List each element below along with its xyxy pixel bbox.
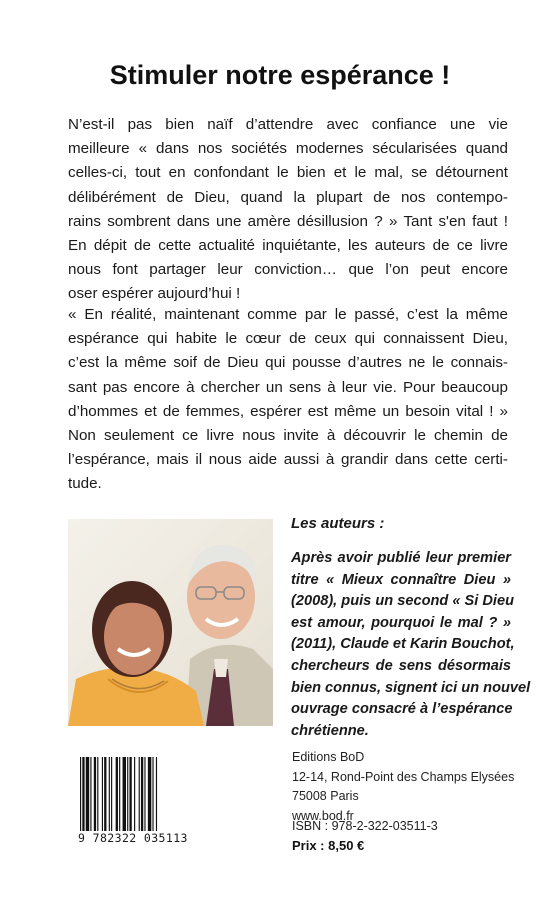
text-line: d’hommes et de femmes, espérer est même un besoin vital ! »	[68, 402, 508, 420]
authors-bio	[291, 548, 531, 742]
barcode-bar	[139, 757, 140, 831]
barcode	[78, 757, 190, 831]
barcode-bar	[141, 757, 143, 831]
barcode-bar	[80, 757, 81, 831]
publisher-city: 75008 Paris	[292, 789, 359, 803]
text-line: « En réalité, maintenant comme par le passé, c’est la même	[68, 306, 508, 323]
price: Prix : 8,50 €	[292, 838, 365, 853]
text-line: Non seulement ce livre nous invite à découvrir le chemin de	[68, 427, 508, 445]
bio-line: titre « Mieux connaître Dieu »	[291, 571, 511, 588]
bio-line: chrétienne.	[291, 722, 369, 739]
barcode-bar	[129, 757, 131, 831]
authors-photo-illustration	[68, 519, 273, 726]
publisher-block	[292, 748, 514, 826]
barcode-bar	[109, 757, 110, 831]
barcode-bar	[102, 757, 103, 831]
text-line: délibérément de Dieu, quand la plupart de nos contempo-	[68, 188, 508, 206]
publisher-address: 12-14, Rond-Point des Champs Elysées	[292, 769, 515, 784]
barcode-bar	[148, 757, 151, 831]
barcode-bar	[156, 757, 157, 831]
text-line: N’est-il pas bien naïf d’attendre avec confiance une vie	[68, 116, 508, 133]
barcode-bars	[78, 757, 190, 831]
barcode-bar	[104, 757, 106, 831]
barcode-bar	[119, 757, 120, 831]
publisher-name: Editions BoD	[292, 750, 365, 764]
barcode-bar	[90, 757, 91, 831]
book-title: Stimuler notre espérance !	[109, 60, 451, 90]
publisher-website: www.bod.fr	[292, 808, 354, 823]
barcode-bar	[144, 757, 145, 831]
isbn: ISBN : 978-2-322-03511-3	[292, 819, 438, 833]
text-line: nous font partager leur conviction… que l’on peut encore	[68, 261, 508, 279]
text-line: meilleure « dans nos sociétés modernes sécularisées quand	[68, 140, 508, 158]
text-line: celles-ci, tout en confondant le bien et le mal, se détournent	[68, 164, 508, 182]
barcode-bar	[111, 757, 112, 831]
authors-heading: Les auteurs :	[291, 515, 385, 532]
text-line: espérance qui habite le cœur de ceux qui connaissent Dieu,	[68, 330, 508, 348]
barcode-bar	[152, 757, 153, 831]
text-line: tude.	[68, 475, 102, 493]
barcode-bar	[86, 757, 89, 831]
bio-line: chercheurs de sens désormais	[291, 657, 511, 674]
barcode-bar	[94, 757, 96, 831]
bio-line: est amour, pourquoi le mal ? »	[291, 614, 511, 631]
text-line: En dépit de cette actualité inquiétante, les auteurs de ce livre	[68, 237, 508, 255]
text-line: l’espérance, mais il nous aide aussi à grandir dans cette certi-	[68, 451, 508, 469]
text-line: c’est la même soif de Dieu qui pousse d’autres ne le connais-	[68, 354, 508, 372]
bio-line: ouvrage consacré à l’espérance	[291, 701, 513, 718]
barcode-bar	[82, 757, 84, 831]
barcode-bar	[127, 757, 128, 831]
barcode-bar	[123, 757, 126, 831]
text-line: oser espérer aujourd’hui !	[68, 285, 241, 303]
bio-line: (2008), puis un second « Si Dieu	[291, 593, 515, 610]
bio-line: bien connus, signent ici un nouvel	[291, 679, 531, 696]
barcode-bar	[116, 757, 118, 831]
back-cover-paragraph-2	[68, 303, 508, 497]
barcode-digits: 9 782322 035113	[78, 831, 188, 845]
text-line: sant pas encore à chercher un sens à leur vie. Pour beaucoup	[68, 378, 508, 396]
authors-photo	[68, 519, 273, 726]
text-line: rains sombrent dans une amère désillusion ? » Tant s'en faut !	[68, 212, 508, 230]
back-cover-paragraph-1	[68, 113, 508, 307]
bio-line: (2011), Claude et Karin Bouchot,	[291, 636, 515, 653]
barcode-bar	[97, 757, 98, 831]
barcode-bar	[134, 757, 135, 831]
bio-line: Après avoir publié leur premier	[291, 550, 511, 566]
